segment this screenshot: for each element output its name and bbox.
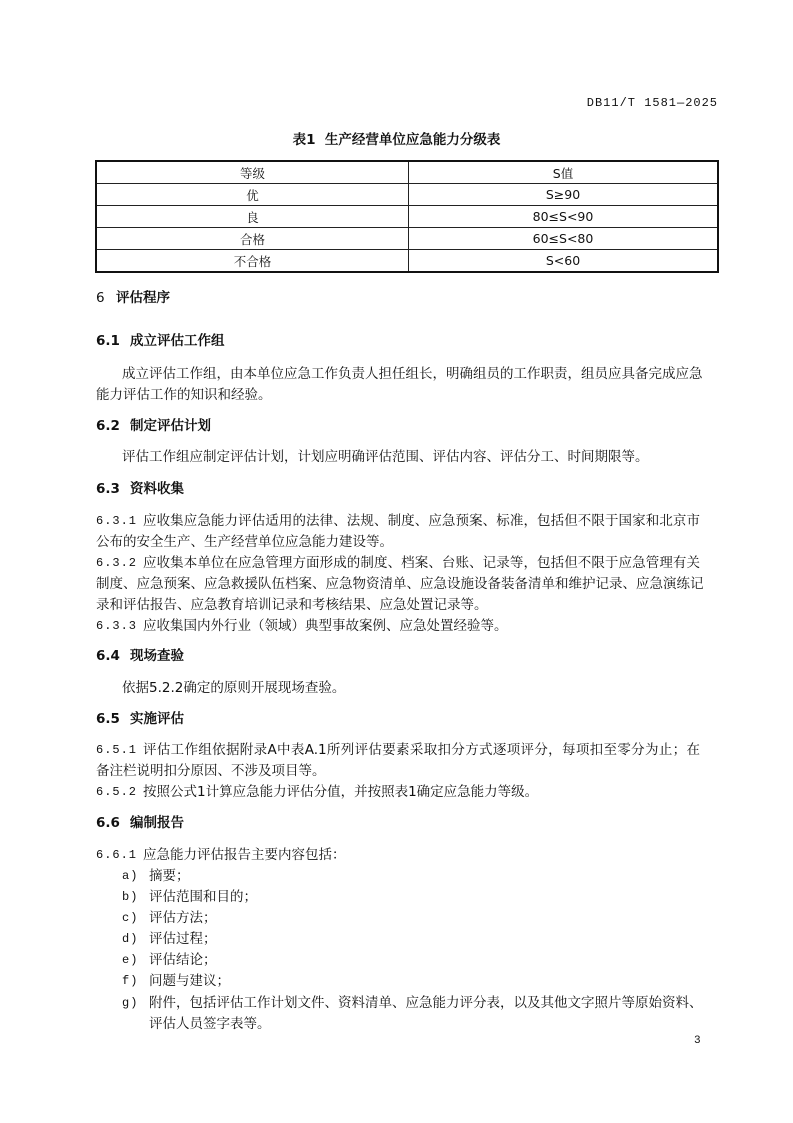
table-header: S值 (409, 161, 719, 184)
table-cell: S≥90 (409, 184, 719, 206)
table-cell: 优 (96, 184, 409, 206)
paragraph-line: 制度、应急预案、应急救援队伍档案、应急物资清单、应急设施设备装备清单和维护记录、应急演练记 (96, 576, 704, 592)
subsection-title: 编制报告 (130, 815, 184, 831)
subsection-number: 6.3 (96, 481, 120, 497)
paragraph-line: 录和评估报告、应急教育培训记录和考核结果、应急处置记录等。 (96, 597, 488, 613)
item-number: 6.5.1 (96, 743, 138, 757)
table-row (96, 228, 718, 250)
subsection-title: 制定评估计划 (130, 418, 211, 434)
table-cell: 合格 (96, 228, 409, 250)
list-item: 评估方法； (149, 910, 217, 926)
section-number: 6 (96, 290, 105, 306)
subsection-title: 现场查验 (130, 648, 184, 664)
table-header: 等级 (96, 161, 409, 184)
page-number: 3 (694, 1035, 702, 1047)
item-number: 6.3.3 (96, 619, 138, 633)
subsection-title: 成立评估工作组 (130, 333, 225, 349)
paragraph-line: 应收集国内外行业（领域）典型事故案例、应急处置经验等。 (143, 618, 508, 634)
list-marker: g) (122, 996, 139, 1010)
list-item: 问题与建议； (149, 973, 230, 989)
paragraph-line: 应急能力评估报告主要内容包括： (143, 847, 346, 863)
item-number: 6.3.1 (96, 514, 138, 528)
paragraph-line: 公布的安全生产、生产经营单位应急能力建设等。 (96, 534, 393, 550)
list-item: 附件，包括评估工作计划文件、资料清单、应急能力评分表，以及其他文字照片等原始资料、 (149, 995, 703, 1011)
table-cell: S<60 (409, 250, 719, 273)
list-marker: c) (122, 911, 139, 925)
subsection-number: 6.4 (96, 648, 120, 664)
item-number: 6.6.1 (96, 848, 138, 862)
paragraph-line: 依据5.2.2确定的原则开展现场查验。 (122, 680, 346, 696)
subsection-title: 资料收集 (130, 481, 184, 497)
list-item: 摘要； (149, 868, 190, 884)
table-row (96, 184, 718, 206)
subsection-title: 实施评估 (130, 711, 184, 727)
table-cell: 不合格 (96, 250, 409, 273)
list-marker: b) (122, 890, 139, 904)
table-row (96, 250, 718, 273)
subsection-number: 6.6 (96, 815, 120, 831)
table-row (96, 206, 718, 228)
section-title: 评估程序 (116, 290, 170, 306)
table-cell: 60≤S<80 (409, 228, 719, 250)
paragraph-line: 评估工作组应制定评估计划，计划应明确评估范围、评估内容、评估分工、时间期限等。 (122, 449, 649, 465)
paragraph-line: 应收集应急能力评估适用的法律、法规、制度、应急预案、标准，包括但不限于国家和北京市 (143, 513, 700, 529)
table-header-row (96, 161, 718, 184)
list-marker: e) (122, 953, 139, 967)
paragraph-line: 评估工作组依据附录A中表A.1所列评估要素采取扣分方式逐项评分，每项扣至零分为止；在 (143, 742, 700, 758)
list-marker: a) (122, 869, 139, 883)
item-number: 6.5.2 (96, 785, 138, 799)
item-number: 6.3.2 (96, 556, 138, 570)
list-item: 评估过程； (149, 931, 217, 947)
list-item-continuation: 评估人员签字表等。 (149, 1016, 271, 1032)
list-item: 评估范围和目的； (149, 889, 257, 905)
list-marker: f) (122, 974, 139, 988)
paragraph-line: 成立评估工作组，由本单位应急工作负责人担任组长，明确组员的工作职责，组员应具备完成应急 (122, 366, 703, 382)
table-cell: 80≤S<90 (409, 206, 719, 228)
list-item: 评估结论； (149, 952, 217, 968)
subsection-number: 6.5 (96, 711, 120, 727)
list-marker: d) (122, 932, 139, 946)
paragraph-line: 应收集本单位在应急管理方面形成的制度、档案、台账、记录等，包括但不限于应急管理有关 (143, 555, 700, 571)
paragraph-line: 能力评估工作的知识和经验。 (96, 387, 272, 403)
doc-number: DB11/T 1581—2025 (586, 96, 718, 110)
paragraph-line: 备注栏说明扣分原因、不涉及项目等。 (96, 763, 326, 779)
grade-table (95, 160, 719, 273)
table-cell: 良 (96, 206, 409, 228)
table-caption: 表1 生产经营单位应急能力分级表 (292, 132, 501, 148)
subsection-number: 6.1 (96, 333, 120, 349)
paragraph-line: 按照公式1计算应急能力评估分值，并按照表1确定应急能力等级。 (143, 784, 539, 800)
subsection-number: 6.2 (96, 418, 120, 434)
